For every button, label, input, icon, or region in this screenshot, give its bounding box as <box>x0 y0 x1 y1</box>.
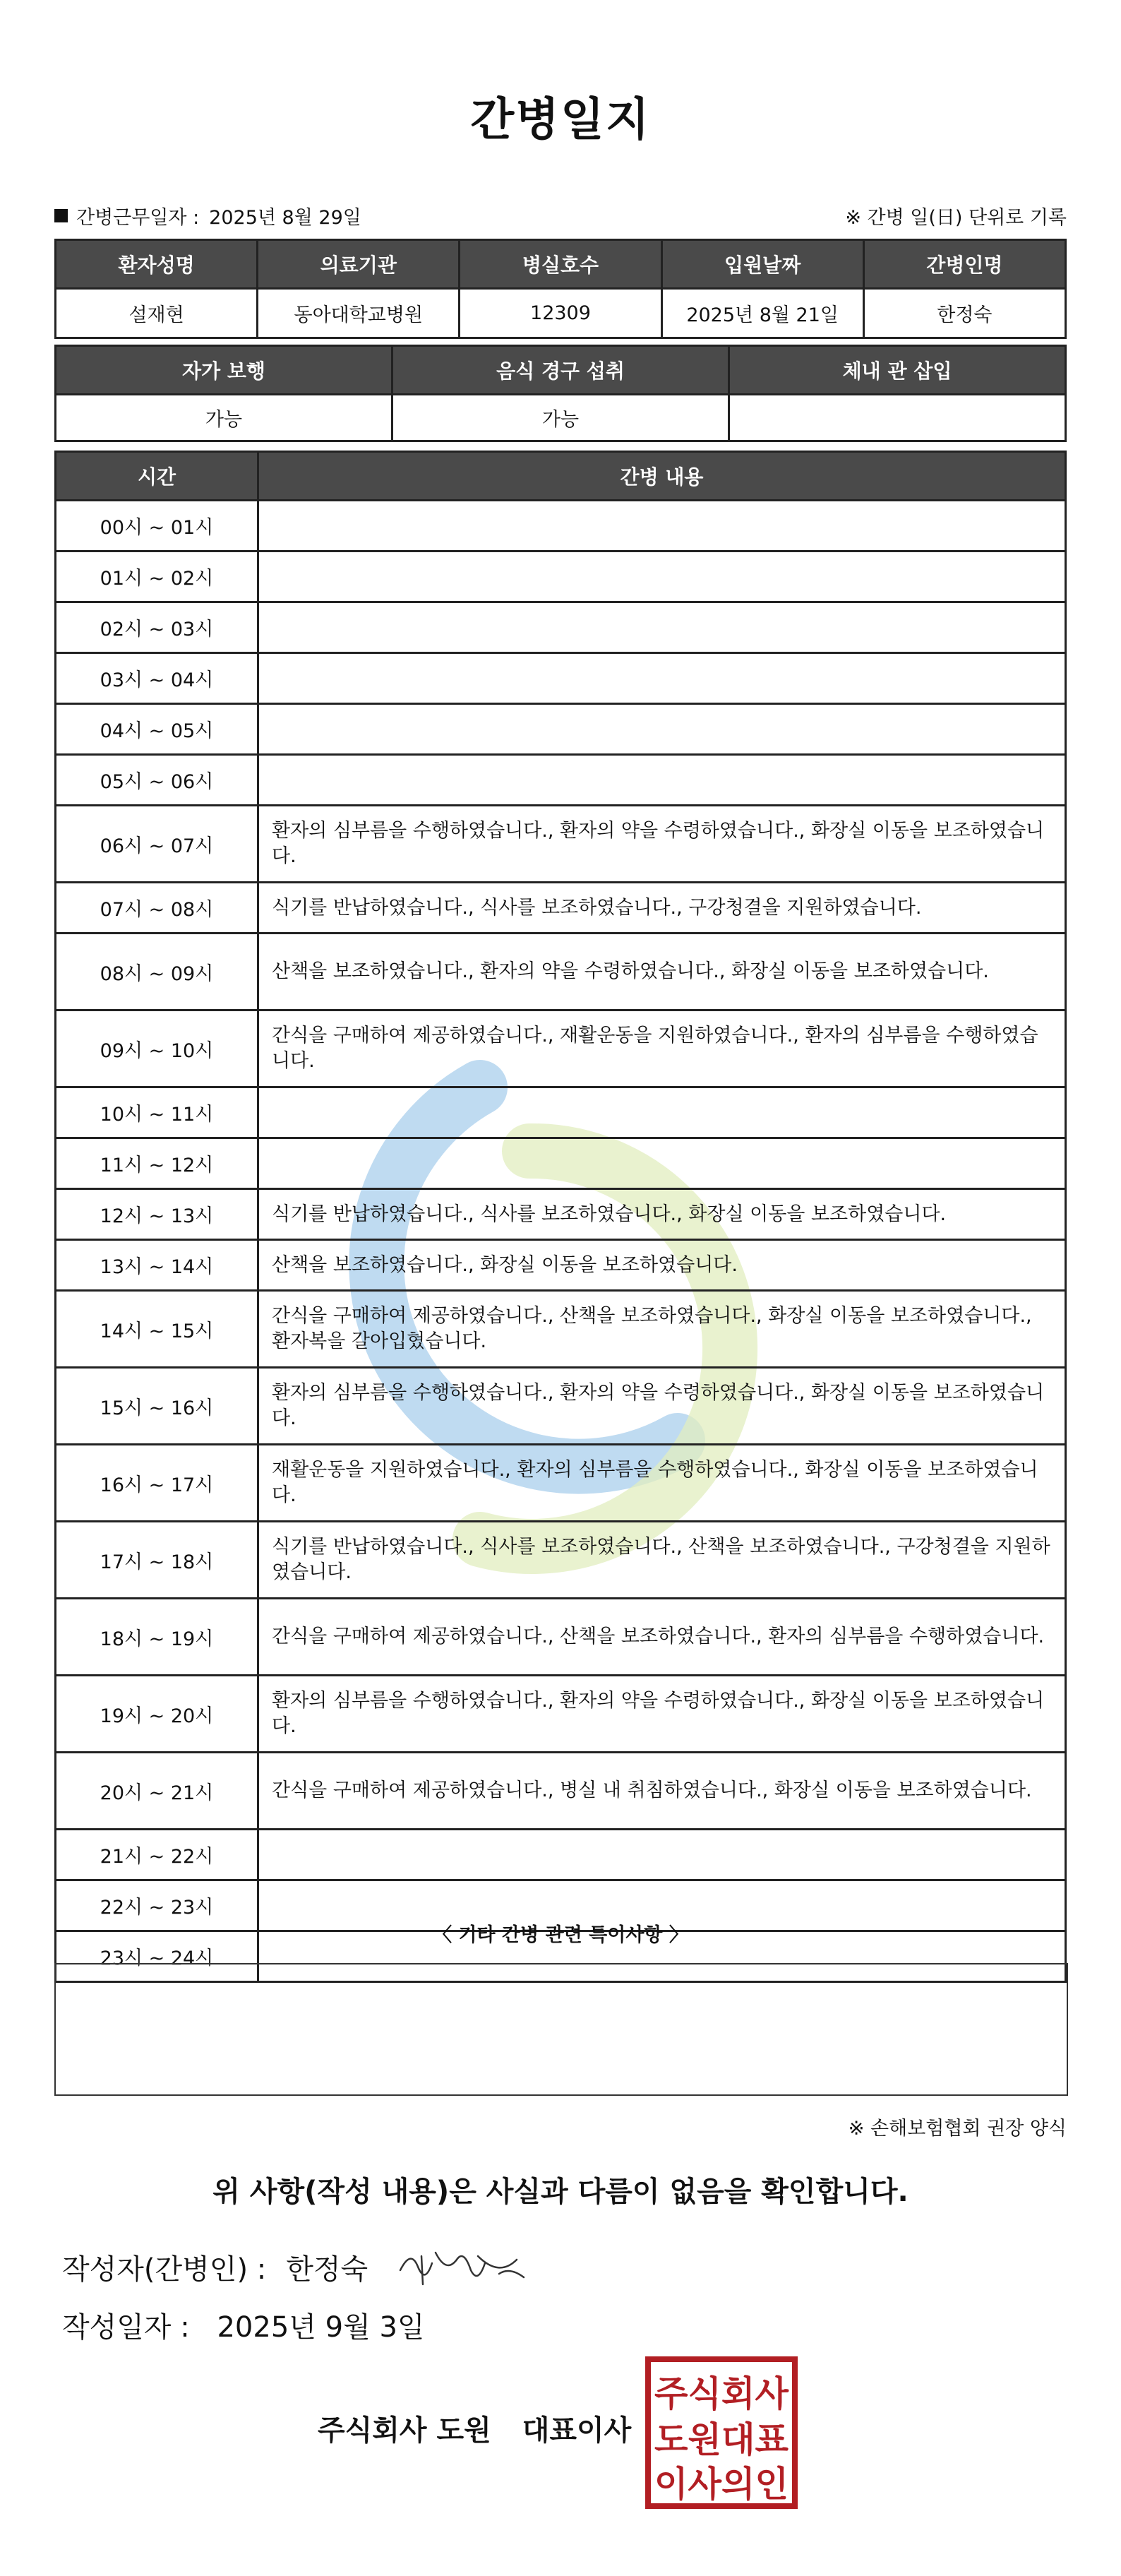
row-time: 21시 ~ 22시 <box>56 1830 258 1880</box>
table-row <box>56 704 1066 755</box>
table-row <box>56 1368 1066 1445</box>
work-date: 2025년 8월 29일 <box>209 207 361 229</box>
table-row <box>56 551 1066 602</box>
table-row <box>56 883 1066 934</box>
writer-name: 한정숙 <box>286 2253 368 2286</box>
table-row <box>56 1291 1066 1368</box>
table-row <box>56 1240 1066 1291</box>
row-time: 12시 ~ 13시 <box>56 1189 258 1240</box>
confirm-text: 위 사항(작성 내용)은 사실과 다름이 없음을 확인합니다. <box>212 2176 909 2208</box>
row-content: 환자의 심부름을 수행하였습니다., 환자의 약을 수령하였습니다., 화장실 이동을 보조하였습니다. <box>258 1676 1066 1753</box>
table-row <box>56 755 1066 806</box>
row-time: 17시 ~ 18시 <box>56 1522 258 1599</box>
patient-name: 설재현 <box>56 289 258 338</box>
row-content: 환자의 심부름을 수행하였습니다., 환자의 약을 수령하였습니다., 화장실 이동을 보조하였습니다. <box>258 806 1066 883</box>
row-content: 간식을 구매하여 제공하였습니다., 재활운동을 지원하였습니다., 환자의 심부름을 수행하였습니다. <box>258 1010 1066 1087</box>
row-content <box>258 653 1066 704</box>
row-time: 13시 ~ 14시 <box>56 1240 258 1291</box>
row-time: 05시 ~ 06시 <box>56 755 258 806</box>
table-row <box>56 1830 1066 1880</box>
row-content <box>258 1087 1066 1138</box>
ability-table <box>54 345 1067 442</box>
company-seal-stamp <box>644 2355 799 2510</box>
patient-info-table <box>54 239 1067 339</box>
row-time: 01시 ~ 02시 <box>56 551 258 602</box>
row-time: 20시 ~ 21시 <box>56 1753 258 1830</box>
tube-value <box>729 395 1066 441</box>
header-walking: 자가 보행 <box>56 346 392 395</box>
row-time: 18시 ~ 19시 <box>56 1599 258 1676</box>
care-log-body <box>56 501 1066 1982</box>
row-content: 간식을 구매하여 제공하였습니다., 병실 내 취침하였습니다., 화장실 이동을 보조하였습니다. <box>258 1753 1066 1830</box>
row-content <box>258 602 1066 653</box>
row-content <box>258 1830 1066 1880</box>
page-title: 간병일지 <box>470 94 651 146</box>
signature-image <box>393 2242 534 2291</box>
table-row <box>56 1445 1066 1522</box>
row-content <box>258 755 1066 806</box>
company-name: 주식회사 도원 <box>318 2414 491 2447</box>
row-content: 식기를 반납하였습니다., 식사를 보조하였습니다., 구강청결을 지원하였습니다. <box>258 883 1066 934</box>
writer-label: 작성자(간병인) : <box>62 2253 267 2286</box>
table-row <box>56 602 1066 653</box>
notes-title: 〈 기타 간병 관련 특이사항 〉 <box>433 1924 688 1946</box>
writer-row <box>62 2242 534 2291</box>
row-time: 02시 ~ 03시 <box>56 602 258 653</box>
room-number: 12309 <box>460 289 661 338</box>
row-time: 06시 ~ 07시 <box>56 806 258 883</box>
row-time: 03시 ~ 04시 <box>56 653 258 704</box>
company-row <box>318 2408 631 2448</box>
row-content <box>258 551 1066 602</box>
table-row <box>56 1599 1066 1676</box>
unit-note: ※ 간병 일(日) 단위로 기록 <box>845 207 1067 229</box>
row-time: 19시 ~ 20시 <box>56 1676 258 1753</box>
notes-box <box>54 1963 1068 2096</box>
write-date-row <box>62 2305 425 2345</box>
row-content: 식기를 반납하였습니다., 식사를 보조하였습니다., 산책을 보조하였습니다., 구강청결을 지원하였습니다. <box>258 1522 1066 1599</box>
header-patient-name: 환자성명 <box>56 240 258 289</box>
table-row <box>56 1522 1066 1599</box>
work-date-label: 간병근무일자 : <box>76 207 200 229</box>
row-time: 07시 ~ 08시 <box>56 883 258 934</box>
header-caregiver: 간병인명 <box>863 240 1065 289</box>
caregiver-name: 한정숙 <box>863 289 1065 338</box>
table-row <box>56 1087 1066 1138</box>
row-time: 15시 ~ 16시 <box>56 1368 258 1445</box>
table-row <box>56 1676 1066 1753</box>
write-date: 2025년 9월 3일 <box>217 2311 425 2344</box>
header-room: 병실호수 <box>460 240 661 289</box>
header-tube: 체내 관 삽입 <box>729 346 1066 395</box>
admission-date: 2025년 8월 21일 <box>661 289 863 338</box>
care-log-table <box>54 451 1067 1983</box>
svg-text:이사의인: 이사의인 <box>654 2464 789 2505</box>
table-row <box>56 501 1066 551</box>
row-time: 22시 ~ 23시 <box>56 1880 258 1931</box>
row-content <box>258 704 1066 755</box>
row-time: 16시 ~ 17시 <box>56 1445 258 1522</box>
row-content: 산책을 보조하였습니다., 환자의 약을 수령하였습니다., 화장실 이동을 보조하였습니다. <box>258 934 1066 1010</box>
header-admission-date: 입원날짜 <box>661 240 863 289</box>
recommend-note: ※ 손해보험협회 권장 양식 <box>848 2118 1067 2140</box>
row-content: 간식을 구매하여 제공하였습니다., 산책을 보조하였습니다., 환자의 심부름을 수행하였습니다. <box>258 1599 1066 1676</box>
header-care-content: 간병 내용 <box>258 452 1066 501</box>
hospital-name: 동아대학교병원 <box>258 289 460 338</box>
row-content: 산책을 보조하였습니다., 화장실 이동을 보조하였습니다. <box>258 1240 1066 1291</box>
table-row <box>56 1189 1066 1240</box>
table-row <box>56 653 1066 704</box>
table-row <box>56 1753 1066 1830</box>
row-time: 00시 ~ 01시 <box>56 501 258 551</box>
header-hospital: 의료기관 <box>258 240 460 289</box>
write-date-label: 작성일자 : <box>62 2311 190 2344</box>
company-title: 대표이사 <box>522 2414 632 2447</box>
walking-value: 가능 <box>56 395 392 441</box>
table-row <box>56 806 1066 883</box>
table-row <box>56 1138 1066 1189</box>
row-time: 08시 ~ 09시 <box>56 934 258 1010</box>
table-row <box>56 1010 1066 1087</box>
row-content: 식기를 반납하였습니다., 식사를 보조하였습니다., 화장실 이동을 보조하였습니다. <box>258 1189 1066 1240</box>
row-content: 환자의 심부름을 수행하였습니다., 환자의 약을 수령하였습니다., 화장실 이동을 보조하였습니다. <box>258 1368 1066 1445</box>
row-time: 04시 ~ 05시 <box>56 704 258 755</box>
row-time: 10시 ~ 11시 <box>56 1087 258 1138</box>
row-time: 11시 ~ 12시 <box>56 1138 258 1189</box>
row-time: 09시 ~ 10시 <box>56 1010 258 1087</box>
row-content: 간식을 구매하여 제공하였습니다., 산책을 보조하였습니다., 화장실 이동을 보조하였습니다., 환자복을 갈아입혔습니다. <box>258 1291 1066 1368</box>
row-time: 14시 ~ 15시 <box>56 1291 258 1368</box>
row-content <box>258 1138 1066 1189</box>
table-row <box>56 934 1066 1010</box>
row-content: 재활운동을 지원하였습니다., 환자의 심부름을 수행하였습니다., 화장실 이동을 보조하였습니다. <box>258 1445 1066 1522</box>
svg-text:도원대표: 도원대표 <box>654 2419 789 2460</box>
oral-intake-value: 가능 <box>392 395 729 441</box>
bullet-square-icon <box>54 209 68 222</box>
header-oral-intake: 음식 경구 섭취 <box>392 346 729 395</box>
meta-row <box>54 202 1067 230</box>
header-time: 시간 <box>56 452 258 501</box>
row-content <box>258 501 1066 551</box>
row-time: 23시 ~ 24시 <box>56 1931 258 1982</box>
svg-text:주식회사: 주식회사 <box>654 2373 789 2414</box>
